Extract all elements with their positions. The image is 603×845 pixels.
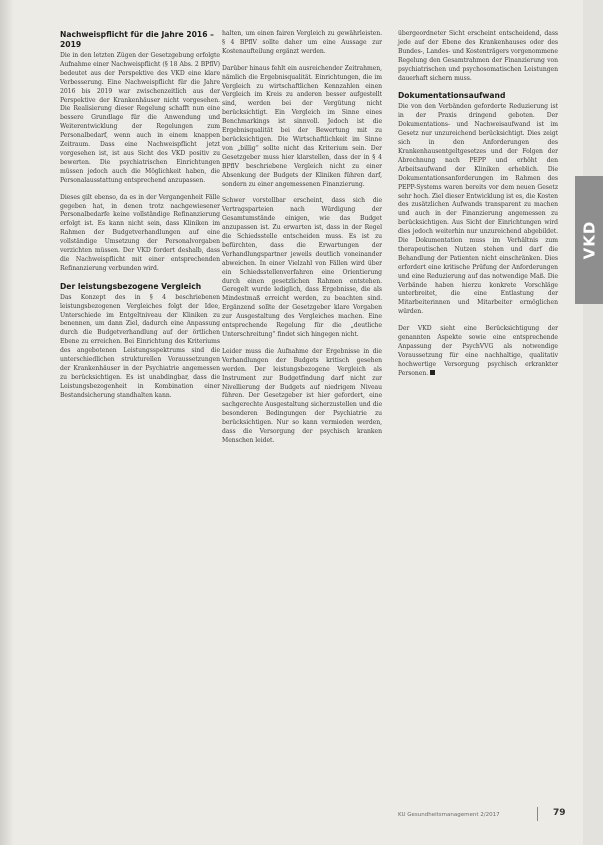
- paragraph: halten, um einen fairen Vergleich zu gewährleisten. § 4 BPflV sollte daher um eine Aussage zur Kostenaufteilung ergänzt werden.: [222, 30, 382, 55]
- paragraph: Darüber hinaus fehlt ein ausreichender Zeitrahmen, nämlich die Ergebnisqualität. Einrichtungen, die im Vergleich zu wirtschaftlichen Kennzahlen einen Vergleich im Kreis zu anderen besser aufgestellt sind, werden bei der Vergütung nicht berücksichtigt. Ein Vergleich im Sinne eines Benchmarkings ist sinnvoll. Jedoch ist die Ergebnisqualität bei der Bewertung mit zu berücksichtigen. Die Wirtschaftlichkeit im Sinne von „billig“ sollte nicht das Kriterium sein. Der Gesetzgeber muss hier klarstellen, dass der in § 4 BPflV beschriebene Vergleich nicht zu einer Absenkung der Budgets der Kliniken führen darf, sondern zu einer angemessenen Finanzierung.: [222, 64, 382, 188]
- column-2: [222, 30, 382, 454]
- paragraph: Die von den Verbänden geforderte Reduzierung ist in der Praxis dringend geboten. Der Dokumentations- und Nachweisaufwand ist im Gesetz nur unzureichend berücksichtigt. Dies zeigt sich in den Anforderungen des Krankenhausentgeltgesetzes und der Folgen der Abrechnung nach PEPP und erhöht den Arbeitsaufwand der Kliniken erheblich. Die Dokumentationsanforderungen im Rahmen des PEPP-Systems waren bereits vor dem neuen Gesetz sehr hoch. Ziel dieser Entwicklung ist es, die Kosten des zusätzlichen Aufwands transparent zu machen und auch in der Finanzierung angemessen zu berücksichtigen. Aus Sicht der Einrichtungen wird dies jedoch weiterhin nur unzureichend abgebildet. Die Dokumentation muss im Verhältnis zum therapeutischen Nutzen stehen und darf die Behandlung der Patienten nicht einschränken. Dies erfordert eine kritische Prüfung der Anforderungen und eine Reduzierung auf das notwendige Maß. Die Verbände haben hierzu konkrete Vorschläge unterbreitet, die eine Entlastung der Mitarbeiterinnen und Mitarbeiter ermöglichen würden.: [398, 103, 558, 316]
- page-gutter-shadow: [0, 0, 14, 845]
- closing-paragraph: [398, 325, 558, 378]
- closing-text: Der VKD sieht eine Berücksichtigung der genannten Aspekte sowie eine entsprechende Anpassung der PsychVVG als notwendige Voraussetzung für eine nachhaltige, qualitativ hochwertige Versorgung psychisch erkrankter Personen.: [398, 325, 558, 377]
- paragraph: Die in den letzten Zügen der Gesetzgebung erfolgte Aufnahme einer Nachweispflicht (§ 18 Abs. 2 BPflV) bedeutet aus der Perspektive des VKD eine klare Verbesserung. Eine Nachweispflicht für die Jahre 2016 bis 2019 war zwischenzeitlich aus der Perspektive der Krankenhäuser nicht vorgesehen. Die Realisierung dieser Regelung schafft nun eine bessere Grundlage für die Anwendung und Weiterentwicklung der Regelungen zum Personalbedarf, wenn auch in einem knappen Zeitraum. Dass eine Nachweispflicht jetzt vorgesehen ist, ist aus Sicht des VKD positiv zu bewerten. Die psychiatrischen Einrichtungen müssen jedoch auch die Möglichkeit haben, die Personalausstattung entsprechend anzupassen.: [60, 52, 220, 184]
- footer-journal-name: KU Gesundheitsmanagement 2/2017: [398, 812, 500, 818]
- heading-leistungsbezogener-vergleich: Der leistungsbezogene Vergleich: [60, 281, 202, 291]
- heading-dokumentationsaufwand: Dokumentationsaufwand: [398, 91, 506, 101]
- vkd-tab-label: VKD: [580, 220, 598, 260]
- paragraph: Schwer vorstellbar erscheint, dass sich die Vertragsparteien nach Würdigung der Gesamtumstände einigen, wie das Budget anzupassen ist. Zu erwarten ist, dass in der Regel die Schiedsstelle entscheiden muss. Es ist zu befürchten, dass die Erwartungen der Verhandlungspartner jeweils deutlich voneinander abweichen. In einer Vielzahl von Fällen wird über ein Schiedsstellenverfahren eine Orientierung durch einen gesetzlichen Rahmen entstehen. Geregelt wurde lediglich, dass Ergebnisse, die als Mindestmaß erreicht werden, zu beachten sind. Ergänzend sollte der Gesetzgeber klare Vorgaben zur Ausgestaltung des Vergleiches machen. Eine entsprechende Regelung für die „deutliche Unterschreitung“ findet sich hingegen nicht.: [222, 197, 382, 338]
- footer-divider: [537, 807, 538, 821]
- column-3: [398, 30, 558, 387]
- paragraph: Dieses gilt ebenso, da es in der Vergangenheit Fälle gegeben hat, in denen trotz nachgewiesener Personalbedarfe keine vollständige Refinanzierung erfolgt ist. Es kann nicht sein, dass Kliniken im Rahmen der Budgetverhandlungen auf eine vollständige Umsetzung der Personalvorgaben verzichten müssen. Der VKD fordert deshalb, dass die Nachweispflicht mit einer entsprechenden Refinanzierung verbunden wird.: [60, 193, 220, 272]
- page-right-margin: [583, 0, 603, 845]
- page-number: 79: [553, 808, 566, 818]
- vkd-section-tab: [575, 176, 603, 304]
- heading-nachweispflicht: Nachweispflicht für die Jahre 2016 – 2019: [60, 30, 214, 49]
- paragraph: Leider muss die Aufnahme der Ergebnisse in die Verhandlungen der Budgets kritisch gesehen werden. Der leistungsbezogene Vergleich als Instrument zur Budgetfindung darf nicht zur Nivellierung der Budgets auf niedrigem Niveau führen. Der Gesetzgeber ist hier gefordert, eine sachgerechte Ausgestaltung sicherzustellen und die besonderen Bedingungen der Psychiatrie zu berücksichtigen. Nur so kann vermieden werden, dass die Versorgung der psychisch kranken Menschen leidet.: [222, 347, 382, 444]
- paragraph: übergeordneter Sicht erscheint entscheidend, dass jede auf der Ebene des Krankenhauses oder des Bundes-, Landes- und Kostenträgers vorgenommene Regelung den Gesamtrahmen der Finanzierung von psychiatrischen und psychosomatischen Leistungen dauerhaft sichern muss.: [398, 30, 558, 82]
- paragraph: Das Konzept des in § 4 beschriebenen leistungsbezogenen Vergleiches folgt der Idee, Unterschiede im Entgeltniveau der Kliniken zu benennen, um dann Ziel, dadurch eine Anpassung durch die Budgetverhandlung auf der örtlichen Ebene zu erreichen. Bei Einrichtung des Kriteriums des angebotenen Leistungsspektrums sind die unterschiedlichen strukturellen Voraussetzungen der Krankenhäuser in der Psychiatrie angemessen zu berücksichtigen. Es ist unabdingbar, dass die Leistungsbezogenheit in Kombination einer Bestandsicherung standhalten kann.: [60, 293, 220, 399]
- column-1: [60, 30, 220, 409]
- end-of-article-square-icon: [430, 370, 435, 375]
